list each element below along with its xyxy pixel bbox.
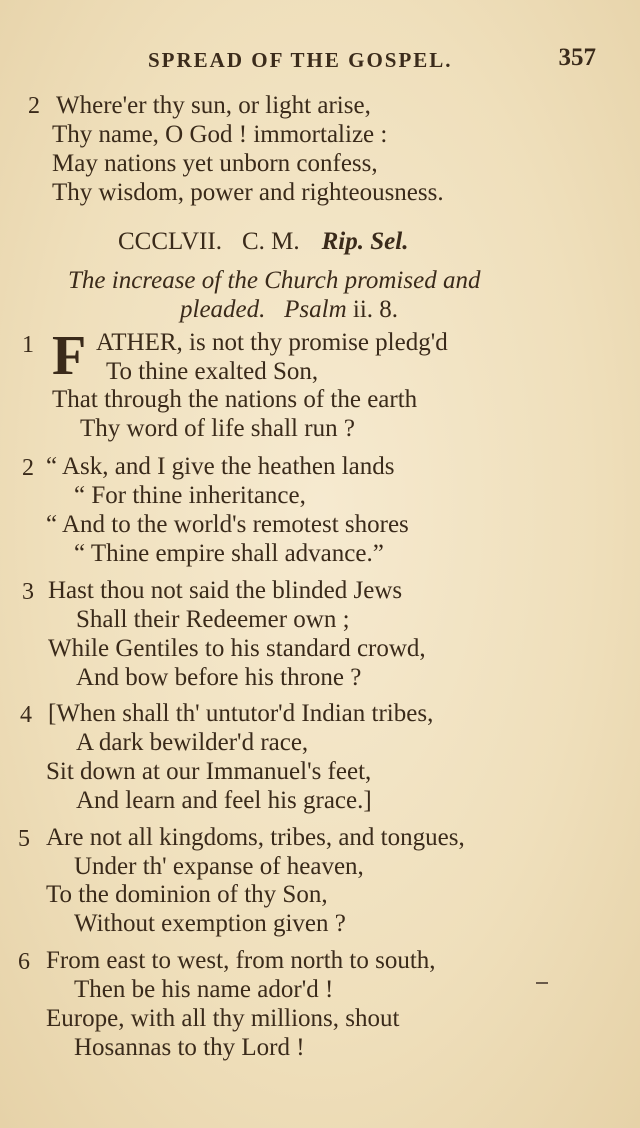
verse-line: While Gentiles to his standard crowd, [48,635,426,662]
hymn-title: The increase of the Church promised and [68,267,481,294]
verse-line: And bow before his throne ? [76,664,362,691]
verse-line: “ And to the world's remotest shores [46,511,409,538]
printer-mark [536,982,548,984]
verse-line: “ For thine inheritance, [74,482,306,509]
verse-line: Europe, with all thy millions, shout [46,1005,400,1032]
verse-line: From east to west, from north to south, [46,947,436,974]
verse-number: 5 [18,826,30,852]
verse-line: To thine exalted Son, [106,358,319,385]
hymn-title-end: pleaded. [180,296,266,323]
verse-line: Thy wisdom, power and righteousness. [52,179,444,206]
verse-line: Where'er thy sun, or light arise, [56,92,371,119]
verse-line: Under th' expanse of heaven, [74,853,364,880]
verse-line: “ Ask, and I give the heathen lands [46,453,395,480]
verse-line: To the dominion of thy Son, [46,881,328,908]
verse-line: “ Thine empire shall advance.” [74,540,384,567]
drop-cap: F [52,325,87,387]
scripture-verse: ii. 8. [352,296,399,323]
verse-line: That through the nations of the earth [52,386,418,413]
hymn-number: CCCLVII. [118,228,222,255]
verse-number: 2 [28,93,40,119]
verse-line: ATHER, is not thy promise pledg'd [96,329,448,356]
hymn-title-continued [180,296,398,324]
verse-number: 3 [22,579,34,605]
scripture-book: Psalm [284,296,347,323]
hymn-meter: C. M. [241,228,300,255]
verse-number: 6 [18,949,30,975]
verse-line: A dark bewilder'd race, [76,729,309,756]
verse-number: 1 [22,332,34,358]
verse-line: Hast thou not said the blinded Jews [48,577,403,604]
page-number: 357 [558,44,596,71]
hymn-tune: Rip. Sel. [321,228,409,255]
verse-line: And learn and feel his grace.] [76,787,372,814]
verse-line: Sit down at our Immanuel's feet, [46,758,372,785]
hymn-heading [118,228,408,256]
verse-number: 4 [20,702,32,728]
verse-line: Thy word of life shall run ? [80,415,355,442]
verse-line: Without exemption given ? [74,910,346,937]
verse-line: [When shall th' untutor'd Indian tribes, [48,700,434,727]
verse-line: Thy name, O God ! immortalize : [52,121,388,148]
running-head: SPREAD OF THE GOSPEL. [148,48,453,72]
verse-line: Then be his name ador'd ! [74,976,334,1003]
verse-line: Are not all kingdoms, tribes, and tongues, [46,824,465,851]
verse-line: Shall their Redeemer own ; [76,606,350,633]
verse-number: 2 [22,455,34,481]
verse-line: Hosannas to thy Lord ! [74,1034,305,1061]
verse-line: May nations yet unborn confess, [52,150,378,177]
